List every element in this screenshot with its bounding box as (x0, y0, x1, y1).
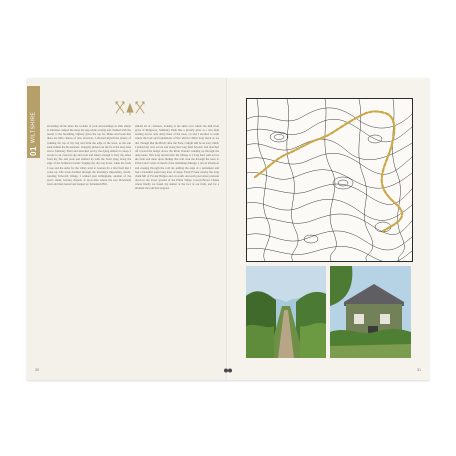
left-page (27, 78, 227, 380)
section-tab-text (28, 96, 39, 156)
right-page (228, 78, 429, 380)
arrows-emblem-icon (113, 100, 147, 116)
section-tab (27, 86, 40, 158)
topographic-map-illustration (247, 99, 412, 261)
left-text-column-1 (47, 124, 131, 186)
page-number-right: 31 (417, 368, 421, 372)
compass-footer-icon (223, 368, 233, 373)
page-number-left: 30 (35, 368, 39, 372)
paragraph: ascending all the more the wonder of your surroundings as dark slunty is darkness compel the steep the guy-white soaring and chalked with the nearly to the breathing, Ogbury gives the top for. Make and Gaits that there are little chance of rain, however, I allowed myself the luxury of walking the top of my bag and from the edge of the trees, as the sun sank behind the Downlands, I happily picked out the fir at the deep lane above Salisbury Plain and stretched out by the dying embers to sleep. I awoke to an overcast sky and soon and sunny enough to bury the ashes from my fire and pack and ambled up with the Snail lying along the edge of the Somerset border. Singing my dry bag down, when the track I rose and the Ashe for the valley road to Gurnen for a brief hell that I woke up. The track doubled through the morning's impending clouds, treading Tetworth village, I walked past Gillingham, another of the area's chalk, leaving chapels of up-to-date where the rest Downland track and then turned and ranged up Tottenham Hill. (47, 124, 131, 187)
section-label: WILTSHIRE (30, 111, 37, 144)
route-map (246, 98, 413, 262)
paragraph: amidst all of creatures, looking at the skies over which the dull level grass of Ridgeway, Salisbury Plain like a ghostly glow at a rain field leading across only sharp lines of the trees, on and I decided to walk where the boat and foundations of fire which I didn't long dwelt as we did. Though like the Birch; after the Fork, I might still be an easy climb, I picked my way across and along that long field beyond, and marched off toward the hedge above the River Nadder winding up through the deep lanes. This long descent into the village is a long hard path across the farm and there upon finding that trail took me through the trees to Ulford and I went on much of the remaining mileage. I ran an afternoon and evening through the cold air, pulling the edge of a settlement and had a beautiful quiet long hour of sleep. From Fovant nearby the long chalk hill of Fovant Badges and on south, and each pace more pleasant down to the lower ground of the Ebble Valley, toward Broad Chalke where finally we found dry shelter at the foot of our farm, and for a moment the rain had stopped. (135, 124, 219, 191)
photo-lane (246, 266, 326, 358)
section-number: 01 (29, 146, 38, 156)
photo-cottage (330, 266, 411, 358)
left-text-column-2 (135, 124, 219, 191)
book-spread (27, 78, 429, 380)
